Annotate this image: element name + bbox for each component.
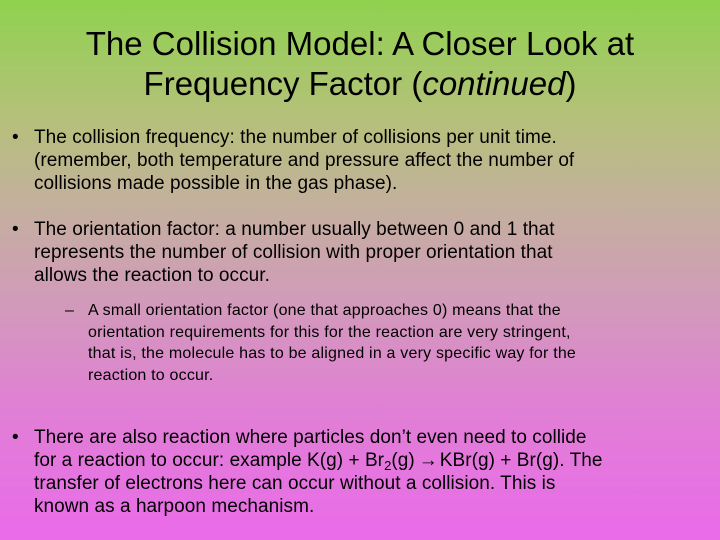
bullet-dot-icon: •	[12, 127, 19, 148]
title-line-2	[0, 64, 720, 104]
bullet-text-line: collisions made possible in the gas phase).	[34, 173, 398, 194]
bullet-text-line-equation	[34, 449, 712, 472]
bullet-text-line: (remember, both temperature and pressure affect the number of	[34, 150, 575, 171]
bullet-text-line: allows the reaction to occur.	[34, 265, 270, 286]
sub-bullet-text-line: reaction to occur.	[88, 366, 214, 384]
equation-part-a: for a reaction to occur: example K(g) + Br	[34, 450, 385, 471]
bullet-harpoon-mechanism	[12, 426, 712, 518]
sub-bullet-text-line: orientation requirements for this for the reaction are very stringent,	[88, 323, 571, 341]
title-italic-word: continued	[422, 65, 566, 102]
right-arrow-icon: →	[418, 450, 438, 471]
sub-bullet-dash-icon: –	[65, 302, 75, 319]
title-line-2-prefix: Frequency Factor (	[143, 65, 423, 102]
sub-bullet-text-line: A small orientation factor (one that approaches 0) means that the	[88, 302, 561, 319]
bullet-dot-icon: •	[12, 427, 19, 448]
bullet-text-line: transfer of electrons here can occur without a collision. This is	[34, 473, 556, 494]
subscript-two: 2	[384, 458, 392, 473]
title-line-1: The Collision Model: A Closer Look at	[85, 25, 635, 62]
equation-part-c: KBr(g) + Br(g). The	[439, 450, 603, 471]
sub-bullet-text-line: that is, the molecule has to be aligned in a very specific way for the	[88, 345, 577, 362]
bullet-text-line: The collision frequency: the number of collisions per unit time.	[34, 127, 557, 148]
bullet-text-line: The orientation factor: a number usually between 0 and 1 that	[34, 219, 555, 240]
equation-part-b: (g)	[391, 450, 415, 471]
title-line-2-suffix: )	[565, 65, 577, 102]
bullet-collision-frequency	[12, 126, 712, 195]
bullet-dot-icon: •	[12, 219, 19, 240]
bullet-text-line: known as a harpoon mechanism.	[34, 496, 315, 517]
bullet-list	[12, 126, 712, 518]
slide-title	[0, 24, 720, 104]
bullet-text-line: There are also reaction where particles don’t even need to collide	[34, 427, 587, 448]
bullet-orientation-factor	[12, 218, 712, 386]
bullet-text-line: represents the number of collision with proper orientation that	[34, 242, 553, 263]
sub-bullet-small-orientation-factor	[65, 300, 712, 386]
